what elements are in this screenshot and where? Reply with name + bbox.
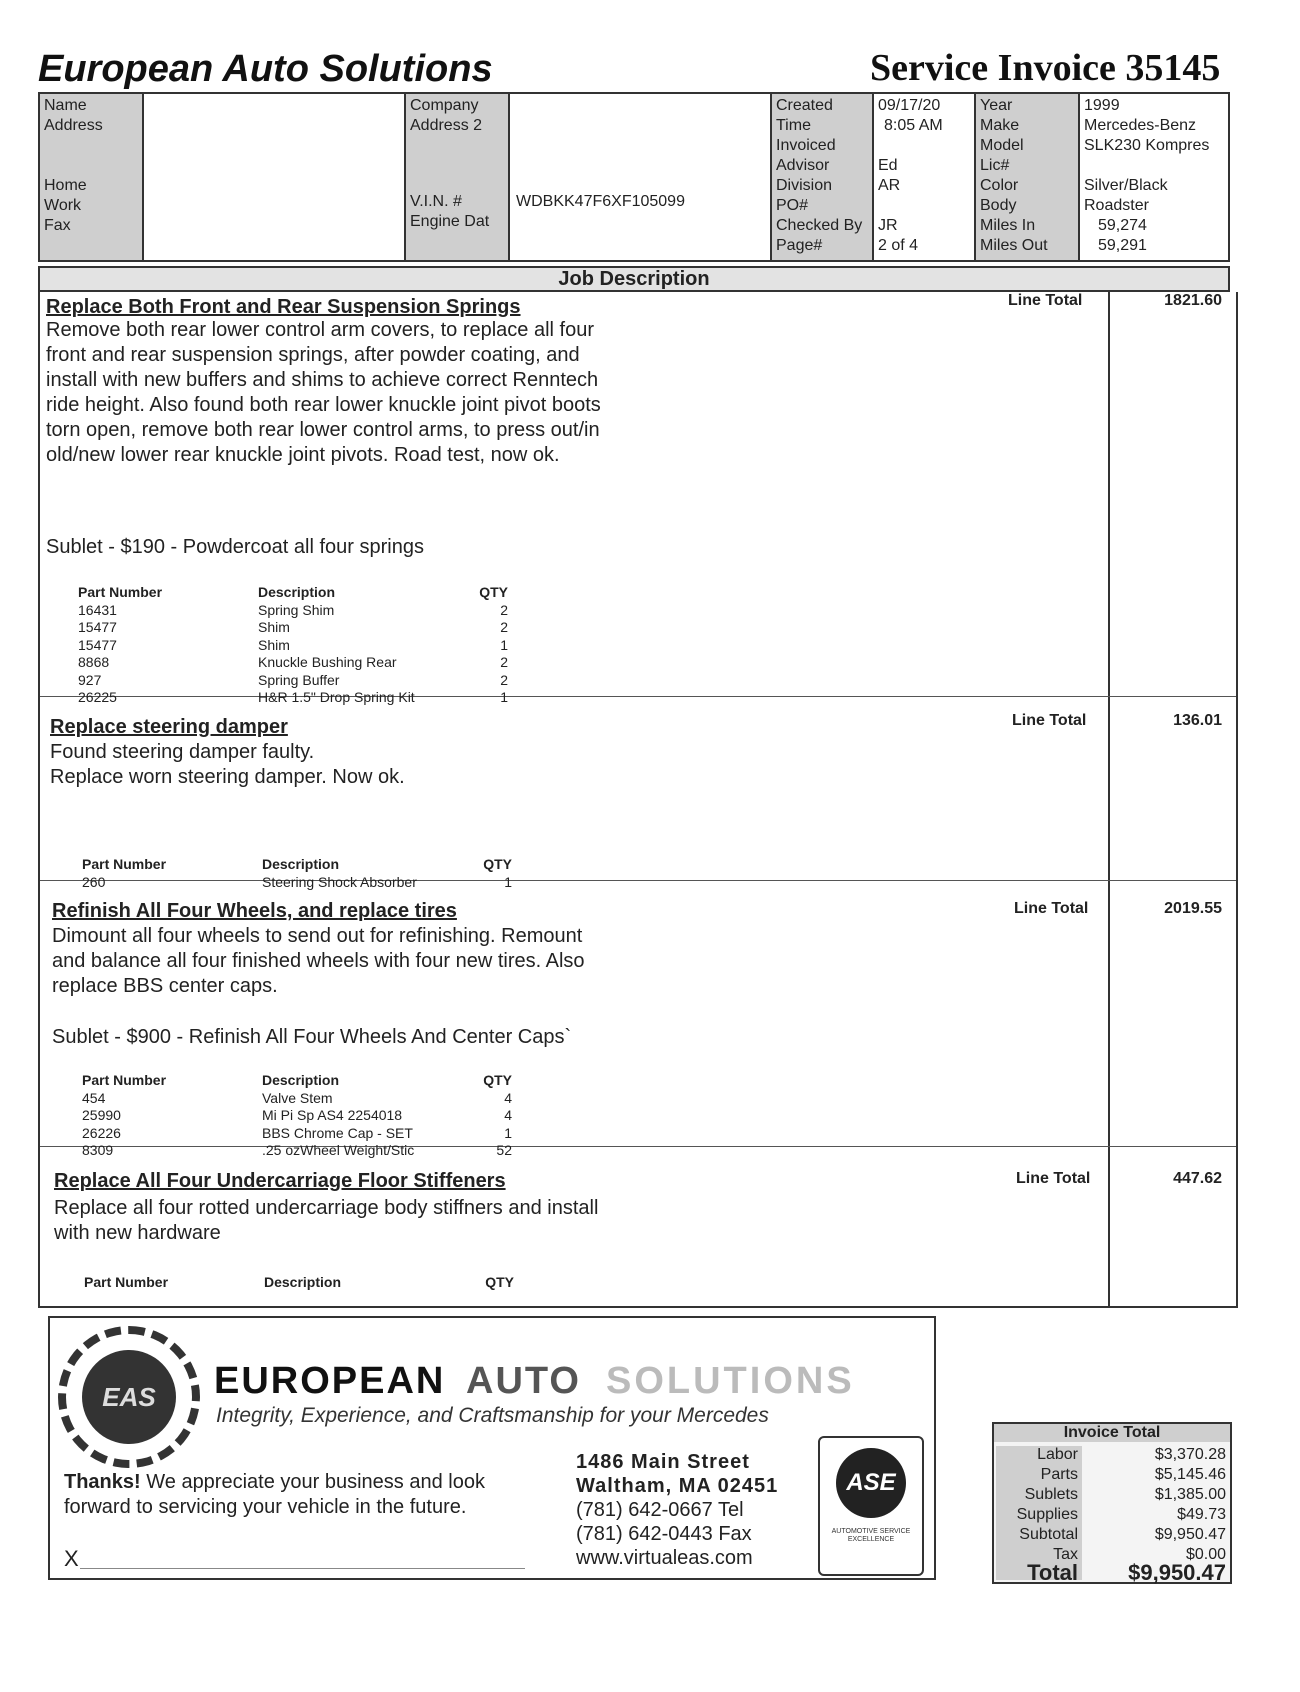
table-row xyxy=(82,1142,522,1160)
part-qty: 4 xyxy=(504,1107,512,1123)
header-description: Description xyxy=(262,1072,340,1088)
miles-in-value: 59,274 xyxy=(1098,217,1147,234)
thanks-message xyxy=(64,1470,534,1520)
label-address2: Address 2 xyxy=(410,117,483,134)
job-description: Found steering damper faulty. Replace worn steering damper. Now ok. xyxy=(50,741,405,788)
table-row xyxy=(78,672,518,690)
part-number: 15477 xyxy=(78,619,117,635)
part-number: 26225 xyxy=(78,689,117,705)
part-description: Steering Shock Absorber xyxy=(262,873,417,890)
phone: (781) 642-0667 Tel xyxy=(576,1499,744,1521)
company-logo-icon: EAS xyxy=(82,1350,176,1444)
city: Waltham, MA 02451 xyxy=(576,1475,779,1497)
order-labels xyxy=(772,94,874,260)
part-number: 8868 xyxy=(78,654,110,670)
part-qty: 1 xyxy=(504,1124,512,1141)
brand-word-european: EUROPEAN xyxy=(214,1360,446,1402)
tax-label: Tax xyxy=(1053,1546,1078,1563)
ase-badge xyxy=(818,1436,924,1576)
part-qty: 2 xyxy=(500,654,508,670)
label-company: Company xyxy=(410,97,479,114)
sublet-note: Sublet - $900 - Refinish All Four Wheels And Center Caps` xyxy=(52,1026,572,1048)
label-name: Name xyxy=(44,97,87,114)
parts-label: Parts xyxy=(1040,1466,1078,1483)
label-created: Created xyxy=(776,97,833,114)
brand-word-auto: AUTO xyxy=(466,1360,581,1402)
invoiced-value xyxy=(878,136,970,156)
table-row xyxy=(78,619,518,637)
table-row xyxy=(82,1107,522,1125)
header-qty: QTY xyxy=(479,584,508,600)
sublets-value: $1,385.00 xyxy=(1154,1486,1226,1503)
subtotal-value: $9,950.47 xyxy=(1154,1526,1226,1543)
advisor-value: Ed xyxy=(878,157,898,174)
vin-value: WDBKK47F6XF105099 xyxy=(516,193,685,210)
part-number: 927 xyxy=(78,671,102,688)
created-value: 09/17/20 xyxy=(878,97,941,114)
division-value: AR xyxy=(878,177,901,194)
label-year: Year xyxy=(980,97,1013,114)
invoice-total-title: Invoice Total xyxy=(994,1424,1230,1442)
part-number: 16431 xyxy=(78,601,117,618)
line-total-value: 1821.60 xyxy=(1164,292,1222,309)
fax: (781) 642-0443 Fax xyxy=(576,1523,752,1545)
label-miles-in: Miles In xyxy=(980,217,1036,234)
invoice-header-grid xyxy=(38,92,1230,262)
signature-line xyxy=(80,1568,525,1569)
part-number: 454 xyxy=(82,1089,106,1106)
table-row xyxy=(82,1125,522,1143)
color-value: Silver/Black xyxy=(1084,177,1168,194)
subtotal-label: Subtotal xyxy=(1019,1526,1078,1543)
thanks-text: We appreciate your business and look forward to servicing your vehicle in the future. xyxy=(64,1471,485,1518)
customer-labels xyxy=(40,94,144,260)
sublet-note: Sublet - $190 - Powdercoat all four springs xyxy=(46,536,424,558)
part-qty: 2 xyxy=(500,619,508,635)
header-part-number: Part Number xyxy=(82,856,167,872)
body-value: Roadster xyxy=(1084,197,1149,214)
part-qty: 1 xyxy=(500,689,508,705)
labor-label: Labor xyxy=(1037,1446,1078,1463)
label-invoiced: Invoiced xyxy=(776,137,836,154)
table-row xyxy=(78,602,518,620)
po-value xyxy=(878,196,970,216)
job-description: Dimount all four wheels to send out for refinishing. Remount and balance all four finished wheels with four new tires. Also replace BBS center caps. xyxy=(52,925,585,997)
part-number: 15477 xyxy=(78,636,117,653)
part-description: BBS Chrome Cap - SET xyxy=(262,1124,413,1141)
label-address: Address xyxy=(44,117,103,134)
part-description: Spring Buffer xyxy=(258,671,340,688)
part-qty: 4 xyxy=(504,1089,512,1106)
part-number: 26226 xyxy=(82,1124,121,1141)
header-part-number: Part Number xyxy=(84,1274,169,1290)
label-work: Work xyxy=(44,197,82,214)
vehicle-labels xyxy=(976,94,1080,260)
sublets-label: Sublets xyxy=(1024,1486,1078,1503)
label-miles-out: Miles Out xyxy=(980,237,1048,254)
tax-value: $0.00 xyxy=(1185,1546,1226,1563)
supplies-value: $49.73 xyxy=(1177,1506,1226,1523)
supplies-label: Supplies xyxy=(1016,1506,1078,1523)
line-total-label: Line Total xyxy=(1008,292,1083,309)
header-description: Description xyxy=(262,856,340,872)
parts-header-row xyxy=(82,856,522,874)
job-description: Replace all four rotted undercarriage body stiffners and install with new hardware xyxy=(54,1197,599,1244)
label-home: Home xyxy=(44,177,87,194)
customer-values xyxy=(144,94,406,260)
label-lic: Lic# xyxy=(980,157,1010,174)
part-qty: 1 xyxy=(504,873,512,890)
job-description: Remove both rear lower control arm covers, to replace all four front and rear suspension springs, after powder coating, and install with new buffers and shims to achieve correct Renntech ride height. Also found both rear lower knuckle joint pivot boots torn open, remove both rear lower control arms, to press out/in old/new lower rear knuckle joint pivots. Road test, now ok. xyxy=(46,319,601,466)
label-fax: Fax xyxy=(44,217,71,234)
table-row xyxy=(82,874,522,892)
table-row xyxy=(78,689,518,707)
header-description: Description xyxy=(264,1274,342,1290)
part-description: .25 ozWheel Weight/Stic xyxy=(262,1142,415,1158)
label-vin: V.I.N. # xyxy=(410,193,462,210)
parts-table xyxy=(84,1274,524,1292)
label-advisor: Advisor xyxy=(776,157,830,174)
part-qty: 1 xyxy=(500,636,508,653)
label-color: Color xyxy=(980,177,1019,194)
header-qty: QTY xyxy=(485,1274,514,1290)
table-row xyxy=(78,637,518,655)
part-description: Spring Shim xyxy=(258,601,335,618)
label-body: Body xyxy=(980,197,1017,214)
part-number: 8309 xyxy=(82,1142,114,1158)
labor-value: $3,370.28 xyxy=(1154,1446,1226,1463)
part-qty: 2 xyxy=(500,671,508,688)
checked-by-value: JR xyxy=(878,217,898,234)
line-total-value: 447.62 xyxy=(1173,1170,1222,1187)
part-description: Knuckle Bushing Rear xyxy=(258,654,397,670)
lic-value xyxy=(1084,156,1224,176)
line-total-label: Line Total xyxy=(1016,1170,1091,1187)
line-total-value: 136.01 xyxy=(1173,712,1222,729)
parts-header-row xyxy=(84,1274,524,1292)
signature-mark: X xyxy=(64,1546,79,1571)
label-engine: Engine Dat xyxy=(410,213,490,230)
label-make: Make xyxy=(980,117,1020,134)
order-values xyxy=(874,94,976,260)
page-value: 2 of 4 xyxy=(878,237,919,254)
job-title: Refinish All Four Wheels, and replace tires xyxy=(52,900,457,922)
header-part-number: Part Number xyxy=(78,584,163,600)
ase-caption: AUTOMOTIVE SERVICE EXCELLENCE xyxy=(831,1528,911,1543)
line-total-divider xyxy=(1108,292,1110,1308)
part-qty: 52 xyxy=(496,1142,512,1158)
job-description-header: Job Description xyxy=(38,266,1230,292)
shop-address xyxy=(576,1450,778,1570)
header-qty: QTY xyxy=(483,856,512,872)
parts-table xyxy=(82,1072,522,1160)
job-title: Replace All Four Undercarriage Floor Stiffeners xyxy=(54,1170,506,1192)
year-value: 1999 xyxy=(1084,97,1120,114)
thanks-bold: Thanks! xyxy=(64,1471,141,1493)
header-part-number: Part Number xyxy=(82,1072,167,1088)
part-description: Shim xyxy=(258,636,290,653)
header-description: Description xyxy=(258,584,336,600)
make-value: Mercedes-Benz xyxy=(1084,117,1197,134)
part-number: 25990 xyxy=(82,1107,121,1123)
label-po: PO# xyxy=(776,197,809,214)
part-description: Shim xyxy=(258,619,290,635)
line-total-label: Line Total xyxy=(1014,900,1089,917)
company-name: European Auto Solutions xyxy=(38,48,493,90)
label-page: Page# xyxy=(776,237,823,254)
total-label: Total xyxy=(1027,1560,1078,1585)
part-description: Mi Pi Sp AS4 2254018 xyxy=(262,1107,403,1123)
label-model: Model xyxy=(980,137,1024,154)
brand-word-solutions: SOLUTIONS xyxy=(606,1360,855,1402)
line-total-label: Line Total xyxy=(1012,712,1087,729)
line-total-value: 2019.55 xyxy=(1164,900,1222,917)
time-value: 8:05 AM xyxy=(884,117,943,134)
table-row xyxy=(78,654,518,672)
parts-header-row xyxy=(78,584,518,602)
label-division: Division xyxy=(776,177,833,194)
total-value: $9,950.47 xyxy=(1128,1560,1226,1585)
street: 1486 Main Street xyxy=(576,1451,750,1473)
part-description: H&R 1.5" Drop Spring Kit xyxy=(258,689,415,705)
label-time: Time xyxy=(776,117,811,134)
model-value: SLK230 Kompres xyxy=(1084,137,1210,154)
website: www.virtualeas.com xyxy=(576,1547,753,1569)
header-qty: QTY xyxy=(483,1072,512,1088)
part-description: Valve Stem xyxy=(262,1089,333,1106)
part-qty: 2 xyxy=(500,601,508,618)
tagline: Integrity, Experience, and Craftsmanship for your Mercedes xyxy=(216,1404,769,1427)
miles-out-value: 59,291 xyxy=(1098,237,1147,254)
part-number: 260 xyxy=(82,873,106,890)
job-title: Replace Both Front and Rear Suspension Springs xyxy=(46,296,521,318)
parts-table xyxy=(78,584,518,707)
parts-table xyxy=(82,856,522,891)
vehicle-values xyxy=(1080,94,1228,260)
ase-gear-icon: ASE xyxy=(836,1448,906,1518)
job-title: Replace steering damper xyxy=(50,716,288,738)
parts-value: $5,145.46 xyxy=(1154,1466,1226,1483)
company-labels xyxy=(406,94,510,260)
table-row xyxy=(82,1090,522,1108)
parts-header-row xyxy=(82,1072,522,1090)
label-checked-by: Checked By xyxy=(776,217,863,234)
company-values xyxy=(510,94,772,260)
invoice-title: Service Invoice 35145 xyxy=(870,47,1221,89)
